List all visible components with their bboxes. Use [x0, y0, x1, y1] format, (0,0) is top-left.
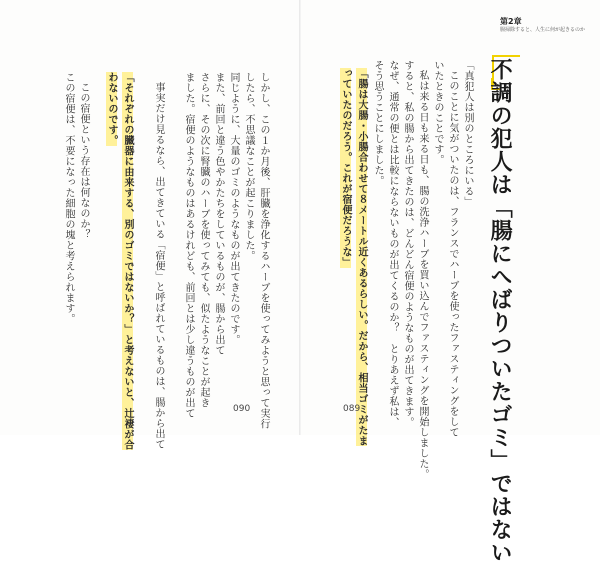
left-paragraph-4: また、前回と違う色やかたちをしているものが、腸から出て [213, 72, 224, 356]
left-paragraph-1: しかし、この１か月後、肝臓を浄化するハーブを使ってみようと思って実行 [258, 72, 269, 429]
left-paragraph-3: 同じように、大量のゴミのようなものが出てきたのです。 [228, 72, 239, 345]
section-title: 不調の犯人は「腸にへばりついたゴミ」ではない [487, 58, 513, 564]
chapter-label: 第2章 [500, 17, 522, 26]
left-paragraph-7: 事実だけ見るなら、出てきている「宿便」と呼ばれているものは、腸から出て [153, 82, 164, 450]
highlight-text: わないのです。 [106, 72, 117, 146]
left-paragraph-5: さらに、その次に腎臓のハーブを使ってみても、似たようなことが起き [198, 72, 209, 408]
highlight-text: 「腸は大腸・小腸合わせて８メートル近くあるらしい。だから、相当ゴミがたま [356, 68, 367, 446]
right-paragraph-7: そう思うことにしました。 [372, 60, 383, 186]
left-paragraph-6: ました。宿便のようなものはあるけれども、前回とは少し違うものが出て [183, 72, 194, 419]
left-closing-1: この宿便という存在は何なのか？ [78, 82, 89, 240]
right-paragraph-2: このことに気がついたのは、フランスでハーブを使ったファスティングをして [447, 70, 458, 438]
left-highlight-1 [122, 72, 132, 450]
right-paragraph-6: なぜ、通常の便とは比較にならないものが出てくるのか？ とりあえず私は、 [387, 60, 398, 428]
left-closing-2: この宿便は、不要になった細胞の塊と考えられます。 [63, 72, 74, 324]
page-number-left: 090 [233, 404, 251, 414]
right-paragraph-1: 「真犯人は別のところにいる」 [462, 60, 473, 207]
page-gutter [299, 0, 301, 435]
highlight-text: 「それぞれの臓器に由来する、別のゴミではないか？」と考えないと、辻褄が合 [122, 72, 133, 450]
right-paragraph-3: いたときのことです。 [432, 60, 443, 165]
highlight-text: っていたのだろう。これが宿便だろうな」 [340, 68, 351, 268]
left-paragraph-2: したら、不思議なことが起こりました。 [243, 72, 254, 261]
right-paragraph-4: 私は来る日も来る日も、腸の洗浄ハーブを買い込んでファスティングを開始しました。 [417, 70, 428, 480]
right-highlight-2 [340, 68, 350, 268]
right-paragraph-5: すると、私の腸から出てきたのは、どんどん宿便のようなものが出てきます。 [402, 60, 413, 428]
chapter-subtitle: 腸掃除すると、人生に何が起きるのか [500, 27, 586, 33]
right-highlight-1 [356, 68, 366, 446]
page-number-right: 089 [343, 404, 361, 414]
left-highlight-2 [106, 72, 116, 146]
